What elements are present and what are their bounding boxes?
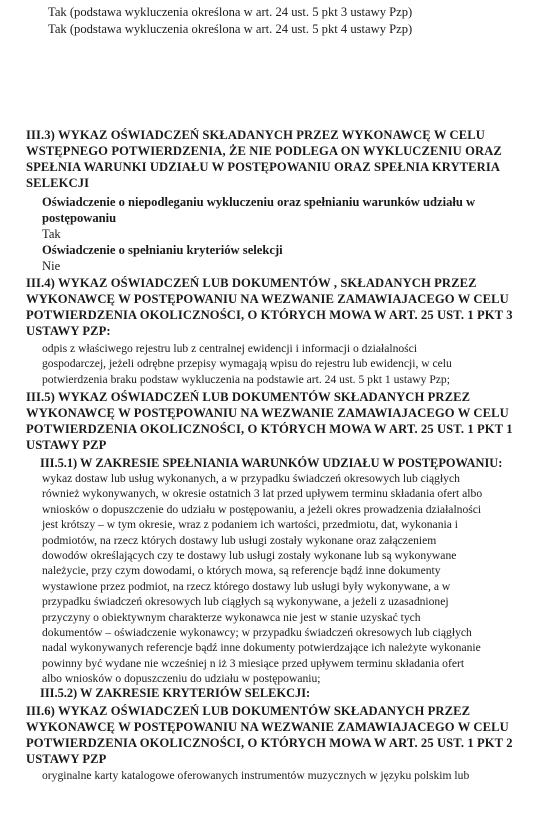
exclusion-option: Tak (podstawa wykluczenia określona w art. 24 ust. 5 pkt 4 ustawy Pzp) [48, 21, 413, 36]
body-line: podmiotów, na rzecz których dostawy lub usługi zostały wykonane oraz załączeniem [42, 533, 437, 547]
body-line: również wykonywanych, w okresie ostatnich 3 lat przed upływem terminu składania ofert albo [42, 487, 483, 501]
section-body-iii-4 [42, 341, 452, 387]
heading-line: WYKONAWCĘ W POSTĘPOWANIU NA WEZWANIE ZAMAWIAJACEGO W CELU [26, 292, 509, 306]
section-body-iii-6 [42, 768, 469, 783]
heading-line: POTWIERDZENIA OKOLICZNOŚCI, O KTÓRYCH MOWA W ART. 25 UST. 1 PKT 1 [26, 422, 513, 436]
body-line: powinny być wydane nie wcześniej n iż 3 miesiące przed upływem terminu składania ofert [42, 656, 465, 670]
statement-label: postępowaniu [42, 211, 117, 225]
heading-line: III.6) WYKAZ OŚWIADCZEŃ LUB DOKUMENTÓW SKŁADANYCH PRZEZ [26, 704, 471, 718]
heading-line: III.4) WYKAZ OŚWIADCZEŃ LUB DOKUMENTÓW , SKŁADANYCH PRZEZ [26, 276, 477, 290]
statements-list [42, 194, 475, 274]
statement-label: Oświadczenie o niepodleganiu wykluczeniu oraz spełnianiu warunków udziału w [42, 195, 476, 209]
heading-line: SELEKCJI [26, 176, 90, 190]
heading-line: POTWIERDZENIA OKOLICZNOŚCI, O KTÓRYCH MOWA W ART. 25 UST. 1 PKT 2 [26, 736, 513, 750]
statement-label: Oświadczenie o spełnianiu kryteriów selekcji [42, 243, 283, 257]
body-line: wystawione przez podmiot, na rzecz którego dostawy lub usługi były wykonywane, a w [42, 579, 451, 593]
heading-line: III.3) WYKAZ OŚWIADCZEŃ SKŁADANYCH PRZEZ WYKONAWCĘ W CELU [26, 128, 485, 142]
subsection-body-iii-5-1 [42, 471, 482, 687]
exclusion-option: Tak (podstawa wykluczenia określona w art. 24 ust. 5 pkt 3 ustawy Pzp) [48, 5, 413, 19]
statement-value: Nie [42, 259, 61, 273]
heading-line: WSTĘPNEGO POTWIERDZENIA, ŻE NIE PODLEGA ON WYKLUCZENIU ORAZ [26, 144, 502, 158]
body-line: wniosków o dopuszczenie do udziału w postępowaniu, a jeżeli okres prowadzenia działalności [42, 502, 482, 516]
heading-line: USTAWY PZP: [26, 324, 111, 338]
section-heading-iii-3 [26, 127, 502, 191]
body-line: dokumentów – oświadczenie wykonawcy; w przypadku świadczeń okresowych lub ciągłych [42, 626, 472, 640]
heading-line: WYKONAWCĘ W POSTĘPOWANIU NA WEZWANIE ZAMAWIAJACEGO W CELU [26, 720, 509, 734]
section-heading-iii-6 [26, 703, 513, 767]
heading-line: III.5) WYKAZ OŚWIADCZEŃ LUB DOKUMENTÓW SKŁADANYCH PRZEZ [26, 390, 471, 404]
body-line: nadal wykonywanych referencje bądź inne dokumenty potwierdzające ich należyte wykonanie [42, 641, 481, 655]
body-line: odpis z właściwego rejestru lub z centralnej ewidencji i informacji o działalności [42, 342, 418, 355]
body-line: oryginalne karty katalogowe oferowanych instrumentów muzycznych w języku polskim lub [42, 769, 470, 782]
heading-line: USTAWY PZP [26, 752, 107, 766]
heading-line: POTWIERDZENIA OKOLICZNOŚCI, O KTÓRYCH MOWA W ART. 25 UST. 1 PKT 3 [26, 308, 513, 322]
heading-line: WYKONAWCĘ W POSTĘPOWANIU NA WEZWANIE ZAMAWIAJACEGO W CELU [26, 406, 509, 420]
body-line: dowodów określających czy te dostawy lub usługi zostały wykonane lub są wykonywane [42, 549, 457, 563]
heading-line: USTAWY PZP [26, 438, 107, 452]
section-heading-iii-5 [26, 389, 513, 453]
body-line: jest krótszy – w tym okresie, wraz z podaniem ich wartości, przedmiotu, dat, wykonania i [42, 518, 458, 532]
body-line: przyczyny o obiektywnym charakterze wykonawca nie jest w stanie uzyskać tych [42, 610, 421, 624]
body-line: przypadku świadczeń okresowych lub ciągłych są wykonywane, a jeżeli z uzasadnionej [42, 595, 449, 609]
body-line: wykaz dostaw lub usług wykonanych, a w przypadku świadczeń okresowych lub ciągłych [42, 472, 460, 485]
statement-value: Tak [42, 227, 61, 241]
body-line: gospodarczej, jeżeli odrębne przepisy wymagają wpisu do rejestru lub ewidencji, w celu [42, 357, 452, 371]
exclusion-options [48, 4, 412, 37]
section-heading-iii-4 [26, 275, 513, 339]
body-line: albo wniosków o dopuszczeniu do udziału w postępowaniu; [42, 672, 321, 686]
heading-line: SPEŁNIA WARUNKI UDZIAŁU W POSTĘPOWANIU ORAZ SPEŁNIA KRYTERIA [26, 160, 501, 174]
subsection-heading-iii-5-1: III.5.1) W ZAKRESIE SPEŁNIANIA WARUNKÓW UDZIAŁU W POSTĘPOWANIU: [40, 456, 503, 470]
subsection-heading-iii-5-2: III.5.2) W ZAKRESIE KRYTERIÓW SELEKCJI: [40, 686, 311, 700]
body-line: potwierdzenia braku podstaw wykluczenia na podstawie art. 24 ust. 5 pkt 1 ustawy Pzp; [42, 372, 450, 386]
body-line: należycie, przy czym dowodami, o których mowa, są referencje bądź inne dokumenty [42, 564, 441, 578]
